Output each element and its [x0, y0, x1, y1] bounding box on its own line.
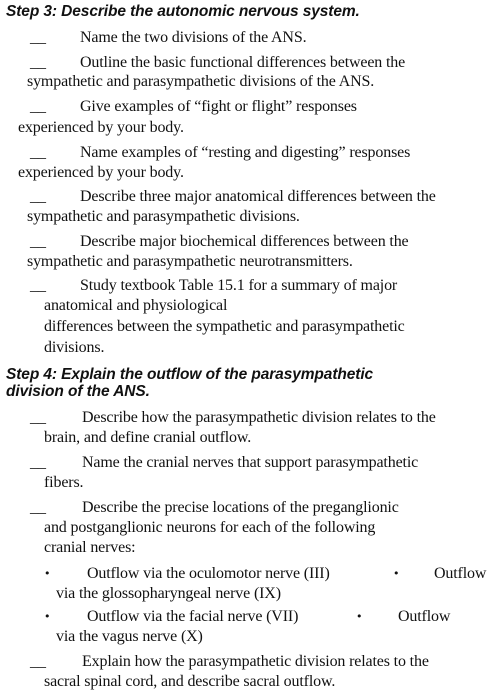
item-text-line: Name the cranial nerves that support parasympathetic — [82, 454, 419, 471]
item-text-line: sympathetic and parasympathetic neurotransmitters. — [27, 253, 353, 270]
bullet-marker: • — [393, 567, 400, 580]
blank-marker: __ — [30, 499, 46, 516]
item-text-line: Name the two divisions of the ANS. — [80, 29, 307, 46]
item-text-line: Give examples of “fight or flight” responses — [80, 98, 357, 115]
blank-marker: __ — [30, 454, 46, 471]
item-text-line: sympathetic and parasympathetic divisions of the ANS. — [27, 73, 375, 90]
bullet-text: Outflow via the facial nerve (VII) — [87, 608, 299, 625]
item-text-line: Describe how the parasympathetic division relates to the — [82, 409, 436, 426]
item-text-line: sacral spinal cord, and describe sacral outflow. — [44, 673, 336, 690]
bullet-text: Outflow — [398, 608, 451, 625]
blank-marker: __ — [30, 233, 46, 250]
blank-marker: __ — [30, 98, 46, 115]
bullet-text: Outflow via the oculomotor nerve (III) — [87, 565, 330, 582]
item-text-line: sympathetic and parasympathetic divisions. — [27, 208, 300, 225]
blank-marker: __ — [30, 188, 46, 205]
bullet-marker: • — [356, 610, 363, 623]
blank-marker: __ — [30, 54, 46, 71]
blank-marker: __ — [30, 653, 46, 670]
item-text-line: Describe the precise locations of the preganglionic — [82, 499, 399, 516]
blank-marker: __ — [30, 29, 46, 46]
bullet-marker: • — [44, 567, 51, 580]
item-text-line: Name examples of “resting and digesting” responses — [80, 144, 411, 161]
item-text-line: brain, and define cranial outflow. — [44, 429, 252, 446]
item-text-line: fibers. — [44, 474, 84, 491]
blank-marker: __ — [30, 277, 46, 294]
item-text-line: Study textbook Table 15.1 for a summary of major — [80, 277, 398, 294]
bullet-text: Outflow — [434, 565, 487, 582]
step3-heading: Step 3: Describe the autonomic nervous system. — [6, 3, 360, 20]
bullet-text-wrap: via the vagus nerve (X) — [56, 628, 203, 645]
step4-heading-line-1: Step 4: Explain the outflow of the parasympathetic — [6, 366, 374, 383]
item-text-line: anatomical and physiological — [44, 297, 228, 314]
item-text-line: Describe three major anatomical differences between the — [80, 188, 436, 205]
item-text-line: differences between the sympathetic and parasympathetic — [44, 318, 405, 335]
bullet-text-wrap: via the glossopharyngeal nerve (IX) — [56, 585, 281, 602]
bullet-marker: • — [44, 610, 51, 623]
item-text-line: Describe major biochemical differences between the — [80, 233, 409, 250]
step4-heading-line-2: division of the ANS. — [6, 383, 150, 400]
item-text-line: experienced by your body. — [18, 164, 184, 181]
item-text-line: Explain how the parasympathetic division relates to the — [82, 653, 429, 670]
item-text-line: experienced by your body. — [18, 119, 184, 136]
item-text-line: Outline the basic functional differences between the — [80, 54, 406, 71]
item-text-line: cranial nerves: — [44, 539, 136, 556]
item-text-line: divisions. — [44, 339, 105, 356]
item-text-line: and postganglionic neurons for each of the following — [44, 519, 376, 536]
blank-marker: __ — [30, 144, 46, 161]
blank-marker: __ — [30, 409, 46, 426]
